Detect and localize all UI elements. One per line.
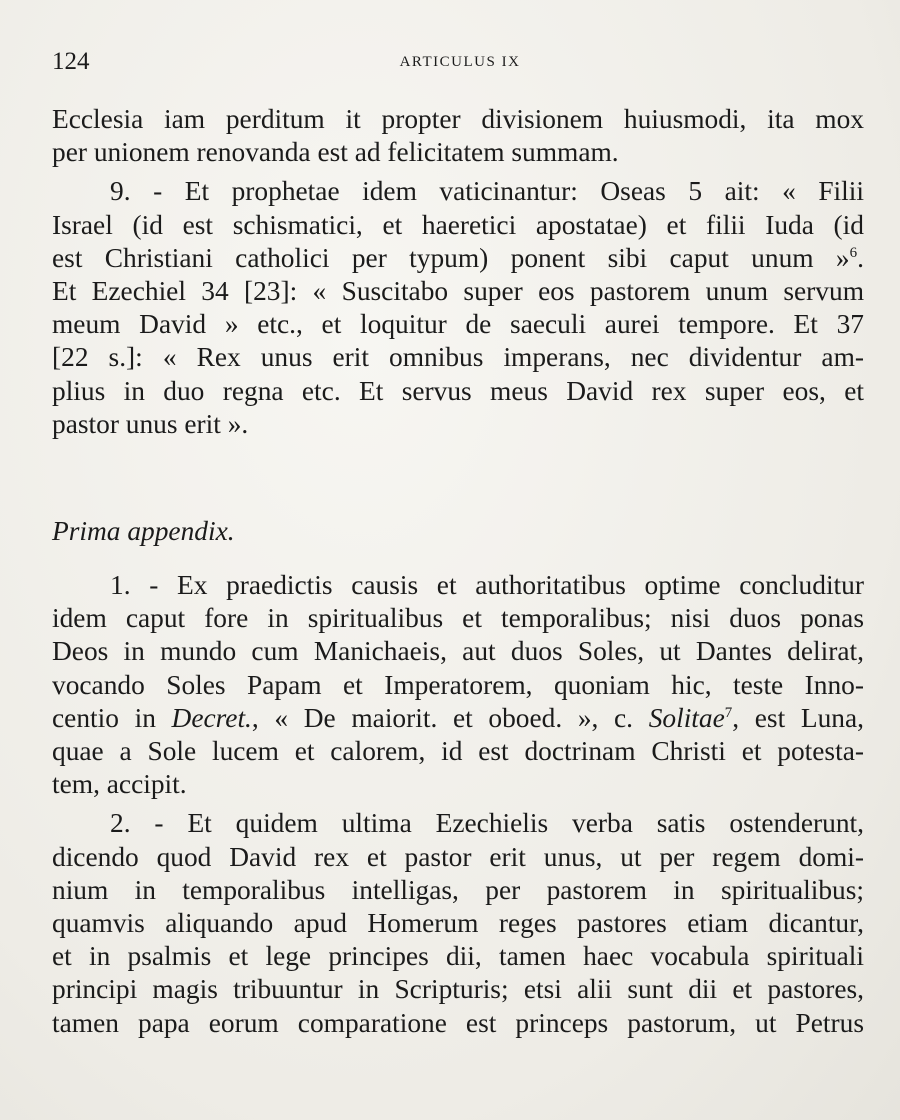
text-line: Deos in mundo cum Manichaeis, aut duos Soles, ut Dantes delirat, <box>52 636 864 667</box>
text-line: quamvis aliquando apud Homerum reges pastores etiam dicantur, <box>52 908 864 939</box>
text-segment: est Christiani catholici per typum) ponent sibi caput unum » <box>52 242 850 273</box>
text-line: quae a Sole lucem et calorem, id est doctrinam Christi et potesta- <box>52 736 864 767</box>
text-line: per unionem renovanda est ad felicitatem summam. <box>52 137 619 168</box>
text-segment: , est Luna, <box>732 702 864 733</box>
running-head <box>52 48 868 80</box>
section-heading: Prima appendix. <box>52 516 235 547</box>
text-line: tamen papa eorum comparatione est princeps pastorum, ut Petrus <box>52 1007 864 1038</box>
paragraph-appendix-1 <box>52 569 864 801</box>
text-line: 2. - Et quidem ultima Ezechielis verba satis ostenderunt, <box>110 808 864 839</box>
text-line: 1. - Ex praedictis causis et authoritatibus optime concluditur <box>110 570 864 601</box>
text-line: nium in temporalibus intelligas, per pastorem in spiritualibus; <box>52 874 864 905</box>
italic-citation: Decret. <box>171 702 252 733</box>
paragraph-appendix-2 <box>52 807 864 1039</box>
body-text <box>52 103 864 1040</box>
footnote-marker: 7 <box>724 704 733 721</box>
text-line: Et Ezechiel 34 [23]: « Suscitabo super eos pastorem unum servum <box>52 276 864 307</box>
italic-citation: Solitae <box>648 702 725 733</box>
footnote-marker: 6 <box>849 244 858 261</box>
text-line: et in psalmis et lege principes dii, tamen haec vocabula spirituali <box>52 941 864 972</box>
page-number: 124 <box>52 48 90 75</box>
text-line: plius in duo regna etc. Et servus meus David rex super eos, et <box>52 375 864 406</box>
text-line: 9. - Et prophetae idem vaticinantur: Oseas 5 ait: « Filii <box>110 176 864 207</box>
text-line: dicendo quod David rex et pastor erit unus, ut per regem domi- <box>52 841 864 872</box>
text-line: Ecclesia iam perditum it propter divisionem huiusmodi, ita mox <box>52 104 864 134</box>
text-line: pastor unus erit ». <box>52 408 249 439</box>
text-line: meum David » etc., et loquitur de saeculi aurei tempore. Et 37 <box>52 309 864 340</box>
text-segment: centio in <box>52 702 172 733</box>
text-line: principi magis tribuuntur in Scripturis; etsi alii sunt dii et pastores, <box>52 974 864 1005</box>
text-line: vocando Soles Papam et Imperatorem, quoniam hic, teste Inno- <box>52 669 864 700</box>
text-line: Israel (id est schismatici, et haeretici apostatae) et filii Iuda (id <box>52 209 864 240</box>
text-line: tem, accipit. <box>52 769 187 800</box>
text-segment: , « De maiorit. et oboed. », c. <box>251 702 649 733</box>
running-title: ARTICULUS IX <box>399 54 521 70</box>
text-line: idem caput fore in spiritualibus et temporalibus; nisi duos ponas <box>52 603 864 634</box>
text-line: est Christiani catholici per typum) ponent sibi caput unum »$^6$. <box>52 242 864 273</box>
text-line: [22 s.]: « Rex unus erit omnibus imperans, nec dividentur am- <box>52 342 864 373</box>
paragraph-continuation <box>52 103 864 169</box>
text-line <box>52 702 864 735</box>
paragraph-9 <box>52 175 864 441</box>
